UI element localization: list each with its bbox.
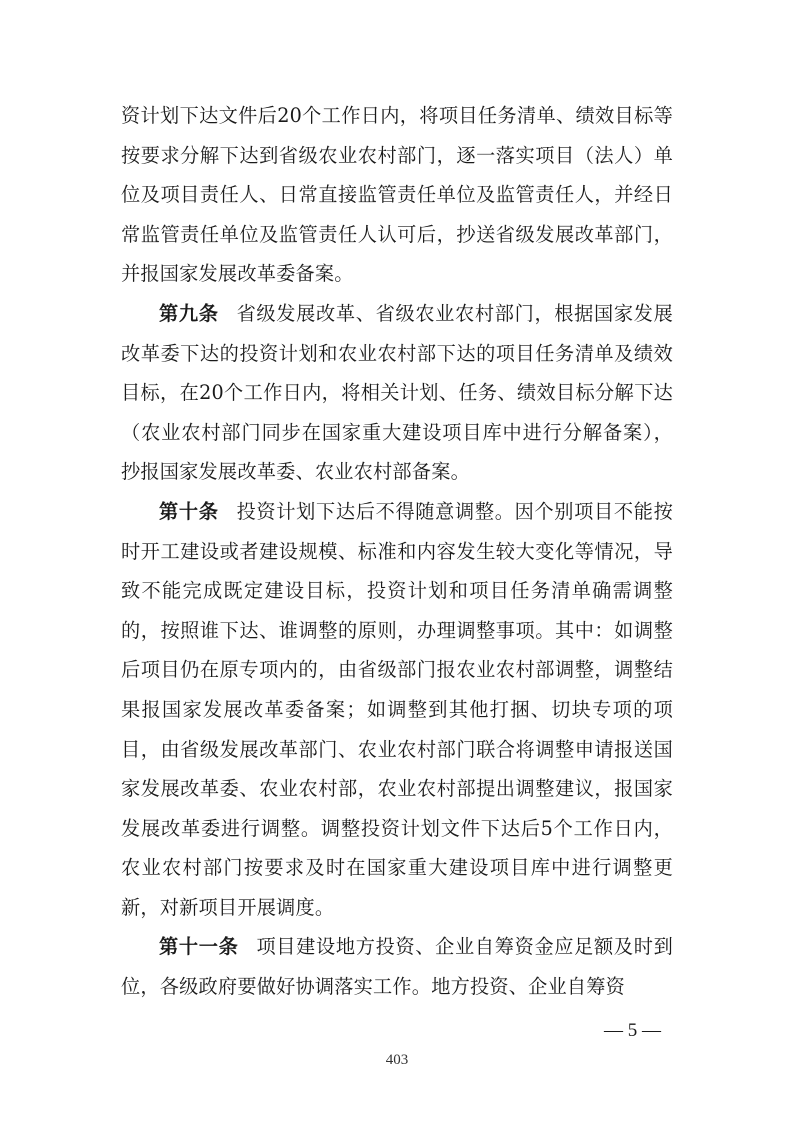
article-11 — [121, 927, 673, 1006]
article-9 — [121, 294, 673, 492]
paragraph-text: 项目建设地方投资、企业自筹资金应足额及时到位，各级政府要做好协调落实工作。地方投资、企业自筹资 — [121, 935, 673, 999]
paragraph-continuation — [121, 96, 673, 294]
paragraph-text: 投资计划下达后不得随意调整。因个别项目不能按时开工建设或者建设规模、标准和内容发生较大变化等情况，导致不能完成既定建设目标，投资计划和项目任务清单确需调整的，按照谁下达、谁调整的原则，办理调整事项。其中：如调整后项目仍在原专项内的，由省级部门报农业农村部调整，调整结果报国家发展改革委备案；如调整到其他打捆、切块专项的项目，由省级发展改革部门、农业农村部门联合将调整申请报送国家发展改革委、农业农村部，农业农村部提出调整建议，报国家发展改革委进行调整。调整投资计划文件下达后5个工作日内，农业农村部门按要求及时在国家重大建设项目库中进行调整更新，对新项目开展调度。 — [121, 499, 673, 919]
page-number: — 5 — — [604, 1020, 661, 1041]
folio-number: 403 — [385, 1052, 409, 1068]
paragraph-text: 省级发展改革、省级农业农村部门，根据国家发展改革委下达的投资计划和农业农村部下达的项目任务清单及绩效目标，在20个工作日内，将相关计划、任务、绩效目标分解下达（农业农村部门同步在国家重大建设项目库中进行分解备案），抄报国家发展改革委、农业农村部备案。 — [121, 301, 673, 484]
article-heading: 第十条 — [159, 499, 219, 523]
document-body — [121, 96, 673, 1007]
article-heading: 第九条 — [159, 301, 219, 325]
paragraph-text: 资计划下达文件后20个工作日内，将项目任务清单、绩效目标等按要求分解下达到省级农业农村部门，逐一落实项目（法人）单位及项目责任人、日常直接监管责任单位及监管责任人，并经日常监管责任单位及监管责任人认可后，抄送省级发展改革部门，并报国家发展改革委备案。 — [121, 104, 673, 286]
article-10 — [121, 492, 673, 928]
article-heading: 第十一条 — [159, 935, 239, 959]
